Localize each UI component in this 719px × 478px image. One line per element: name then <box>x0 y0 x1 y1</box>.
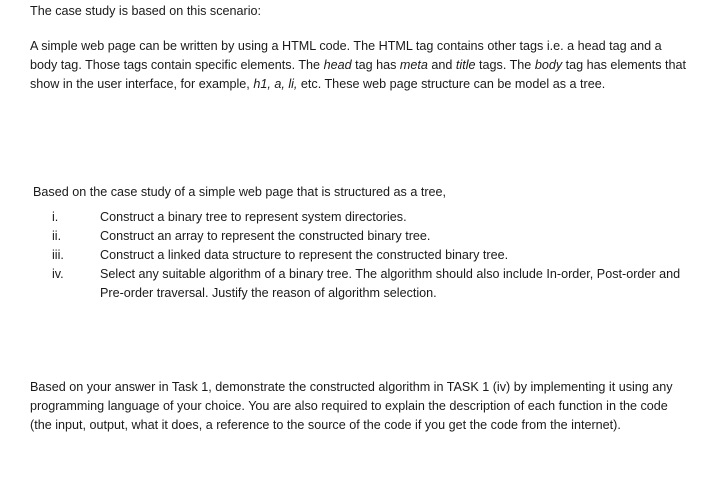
list-item-number: i. <box>52 210 59 224</box>
task1-lead: Based on the case study of a simple web page that is structured as a tree, <box>33 185 447 199</box>
list-item-text: Construct a linked data structure to represent the constructed binary tree. <box>100 248 509 262</box>
scenario-em-title: title <box>455 58 476 72</box>
intro-heading: The case study is based on this scenario: <box>30 4 262 18</box>
scenario-text-2: tag has <box>351 58 400 72</box>
scenario-text-3: and <box>427 58 456 72</box>
list-item <box>33 246 693 265</box>
task2-text: Based on your answer in Task 1, demonstrate the constructed algorithm in TASK 1 (iv) by implementing it using any programming language of your choice. You are also required to explain the description of each function in the code (the input, output, what it does, a reference to the source of the code if you get the code from the internet). <box>30 380 673 432</box>
list-item-text: Construct an array to represent the constructed binary tree. <box>100 229 431 243</box>
scenario-text-6: etc. These web page structure can be model as a tree. <box>297 77 606 91</box>
scenario-text-1: A simple web page can be written by using a HTML code. The HTML tag contains other tags i.e. a head tag and a body tag. Those tags contain specific elements. The <box>30 39 662 72</box>
list-item <box>33 208 693 227</box>
scenario-em-head: head <box>323 58 352 72</box>
list-item-text: Select any suitable algorithm of a binary tree. The algorithm should also include In-order, Post-order and Pre-order traversal. Justify the reason of algorithm selection. <box>100 267 681 300</box>
list-item-number: iii. <box>52 248 64 262</box>
list-item <box>33 227 693 246</box>
scenario-paragraph <box>30 37 690 94</box>
scenario-em-examples: h1, a, li, <box>253 77 298 91</box>
list-item-number: ii. <box>52 229 62 243</box>
scenario-text-4: tags. The <box>475 58 535 72</box>
task1-section <box>33 183 693 303</box>
list-item-text: Construct a binary tree to represent system directories. <box>100 210 407 224</box>
list-item-number: iv. <box>52 267 64 281</box>
task1-list <box>33 208 693 303</box>
task2-paragraph <box>30 378 690 435</box>
list-item <box>33 265 693 303</box>
scenario-text-5: tag has elements that show in the user interface, for example, <box>30 58 687 91</box>
scenario-em-meta: meta <box>399 58 428 72</box>
scenario-em-body: body <box>534 58 563 72</box>
